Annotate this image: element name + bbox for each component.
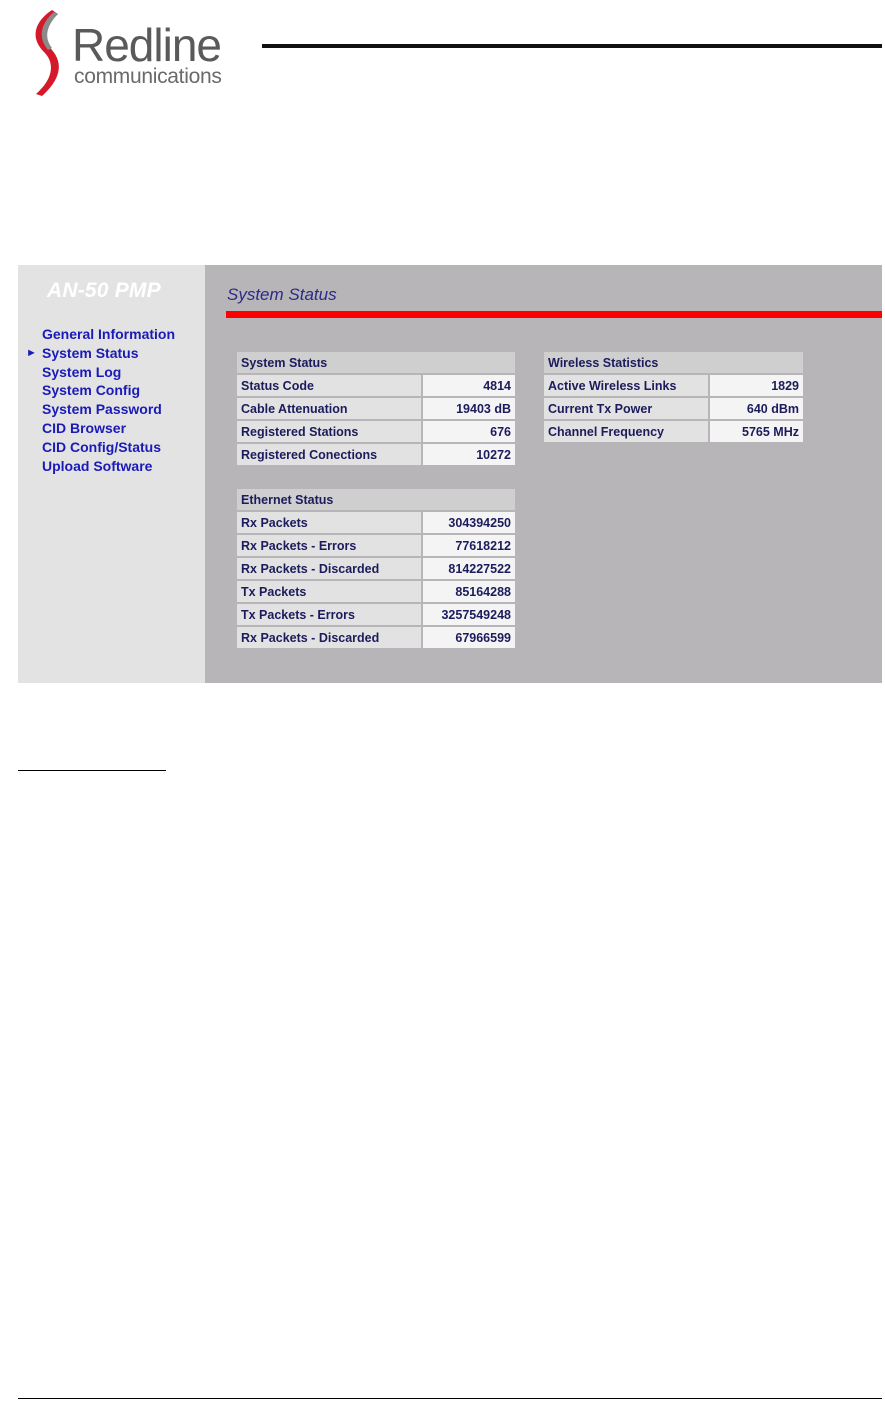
row-label: Rx Packets - Errors (237, 535, 421, 556)
footnote-rule (18, 770, 166, 771)
row-value: 5765 MHz (710, 421, 803, 442)
table-row (544, 398, 803, 419)
row-label: Cable Attenuation (237, 398, 421, 419)
row-label: Registered Conections (237, 444, 421, 465)
table-row (237, 398, 515, 419)
nav-item-system-status[interactable] (26, 344, 175, 363)
nav-item-cid-browser[interactable] (42, 419, 175, 438)
table-row (237, 535, 515, 556)
active-arrow-icon: ► (26, 346, 37, 359)
table-row (237, 512, 515, 533)
logo-brand: Redline (72, 19, 221, 71)
row-value: 77618212 (423, 535, 515, 556)
wireless-statistics-table (542, 350, 805, 444)
sidebar (18, 265, 205, 683)
row-value: 304394250 (423, 512, 515, 533)
table-row (237, 627, 515, 648)
row-label: Rx Packets - Discarded (237, 627, 421, 648)
table-header: System Status (237, 352, 515, 373)
nav-item-label: Upload Software (42, 457, 153, 474)
row-label: Registered Stations (237, 421, 421, 442)
row-value: 640 dBm (710, 398, 803, 419)
row-value: 4814 (423, 375, 515, 396)
product-name: AN-50 PMP (47, 279, 161, 302)
table-row (237, 604, 515, 625)
row-label: Channel Frequency (544, 421, 708, 442)
nav-item-upload-software[interactable] (42, 457, 175, 476)
nav-item-label: System Status (42, 344, 139, 361)
row-value: 3257549248 (423, 604, 515, 625)
nav-item-label: System Password (42, 401, 162, 418)
row-value: 676 (423, 421, 515, 442)
nav-item-label: CID Browser (42, 419, 127, 436)
nav-item-cid-config-status[interactable] (42, 438, 175, 457)
header-rule (262, 44, 882, 48)
table-header: Ethernet Status (237, 489, 515, 510)
nav-item-label: System Config (42, 382, 141, 399)
redline-swirl-icon (22, 8, 72, 98)
nav-item-system-password[interactable] (42, 400, 175, 419)
nav-item-system-log[interactable] (42, 363, 175, 382)
table-row (237, 375, 515, 396)
table-row (237, 444, 515, 465)
redline-logo (22, 8, 262, 98)
web-ui (18, 265, 882, 683)
table-row (544, 421, 803, 442)
page-title: System Status (227, 285, 337, 304)
nav-item-system-config[interactable] (42, 381, 175, 400)
row-value: 67966599 (423, 627, 515, 648)
row-label: Tx Packets (237, 581, 421, 602)
table-header: Wireless Statistics (544, 352, 803, 373)
main-panel (205, 265, 882, 683)
table-row (237, 581, 515, 602)
row-label: Active Wireless Links (544, 375, 708, 396)
table-row (237, 558, 515, 579)
row-value: 85164288 (423, 581, 515, 602)
table-row (544, 375, 803, 396)
ethernet-status-table (235, 487, 517, 650)
row-label: Tx Packets - Errors (237, 604, 421, 625)
footer-rule (18, 1398, 882, 1399)
nav-item-general-information[interactable] (42, 325, 175, 344)
logo-subtitle: communications (74, 65, 222, 88)
row-label: Current Tx Power (544, 398, 708, 419)
row-label: Rx Packets - Discarded (237, 558, 421, 579)
row-value: 1829 (710, 375, 803, 396)
row-value: 10272 (423, 444, 515, 465)
row-value: 814227522 (423, 558, 515, 579)
nav-item-label: General Information (42, 326, 176, 342)
nav-item-label: System Log (42, 363, 122, 380)
row-label: Status Code (237, 375, 421, 396)
nav-item-label: CID Config/Status (42, 438, 161, 455)
table-row (237, 421, 515, 442)
title-rule (226, 311, 882, 318)
nav-menu (26, 325, 176, 475)
system-status-table (235, 350, 517, 467)
row-value: 19403 dB (423, 398, 515, 419)
row-label: Rx Packets (237, 512, 421, 533)
